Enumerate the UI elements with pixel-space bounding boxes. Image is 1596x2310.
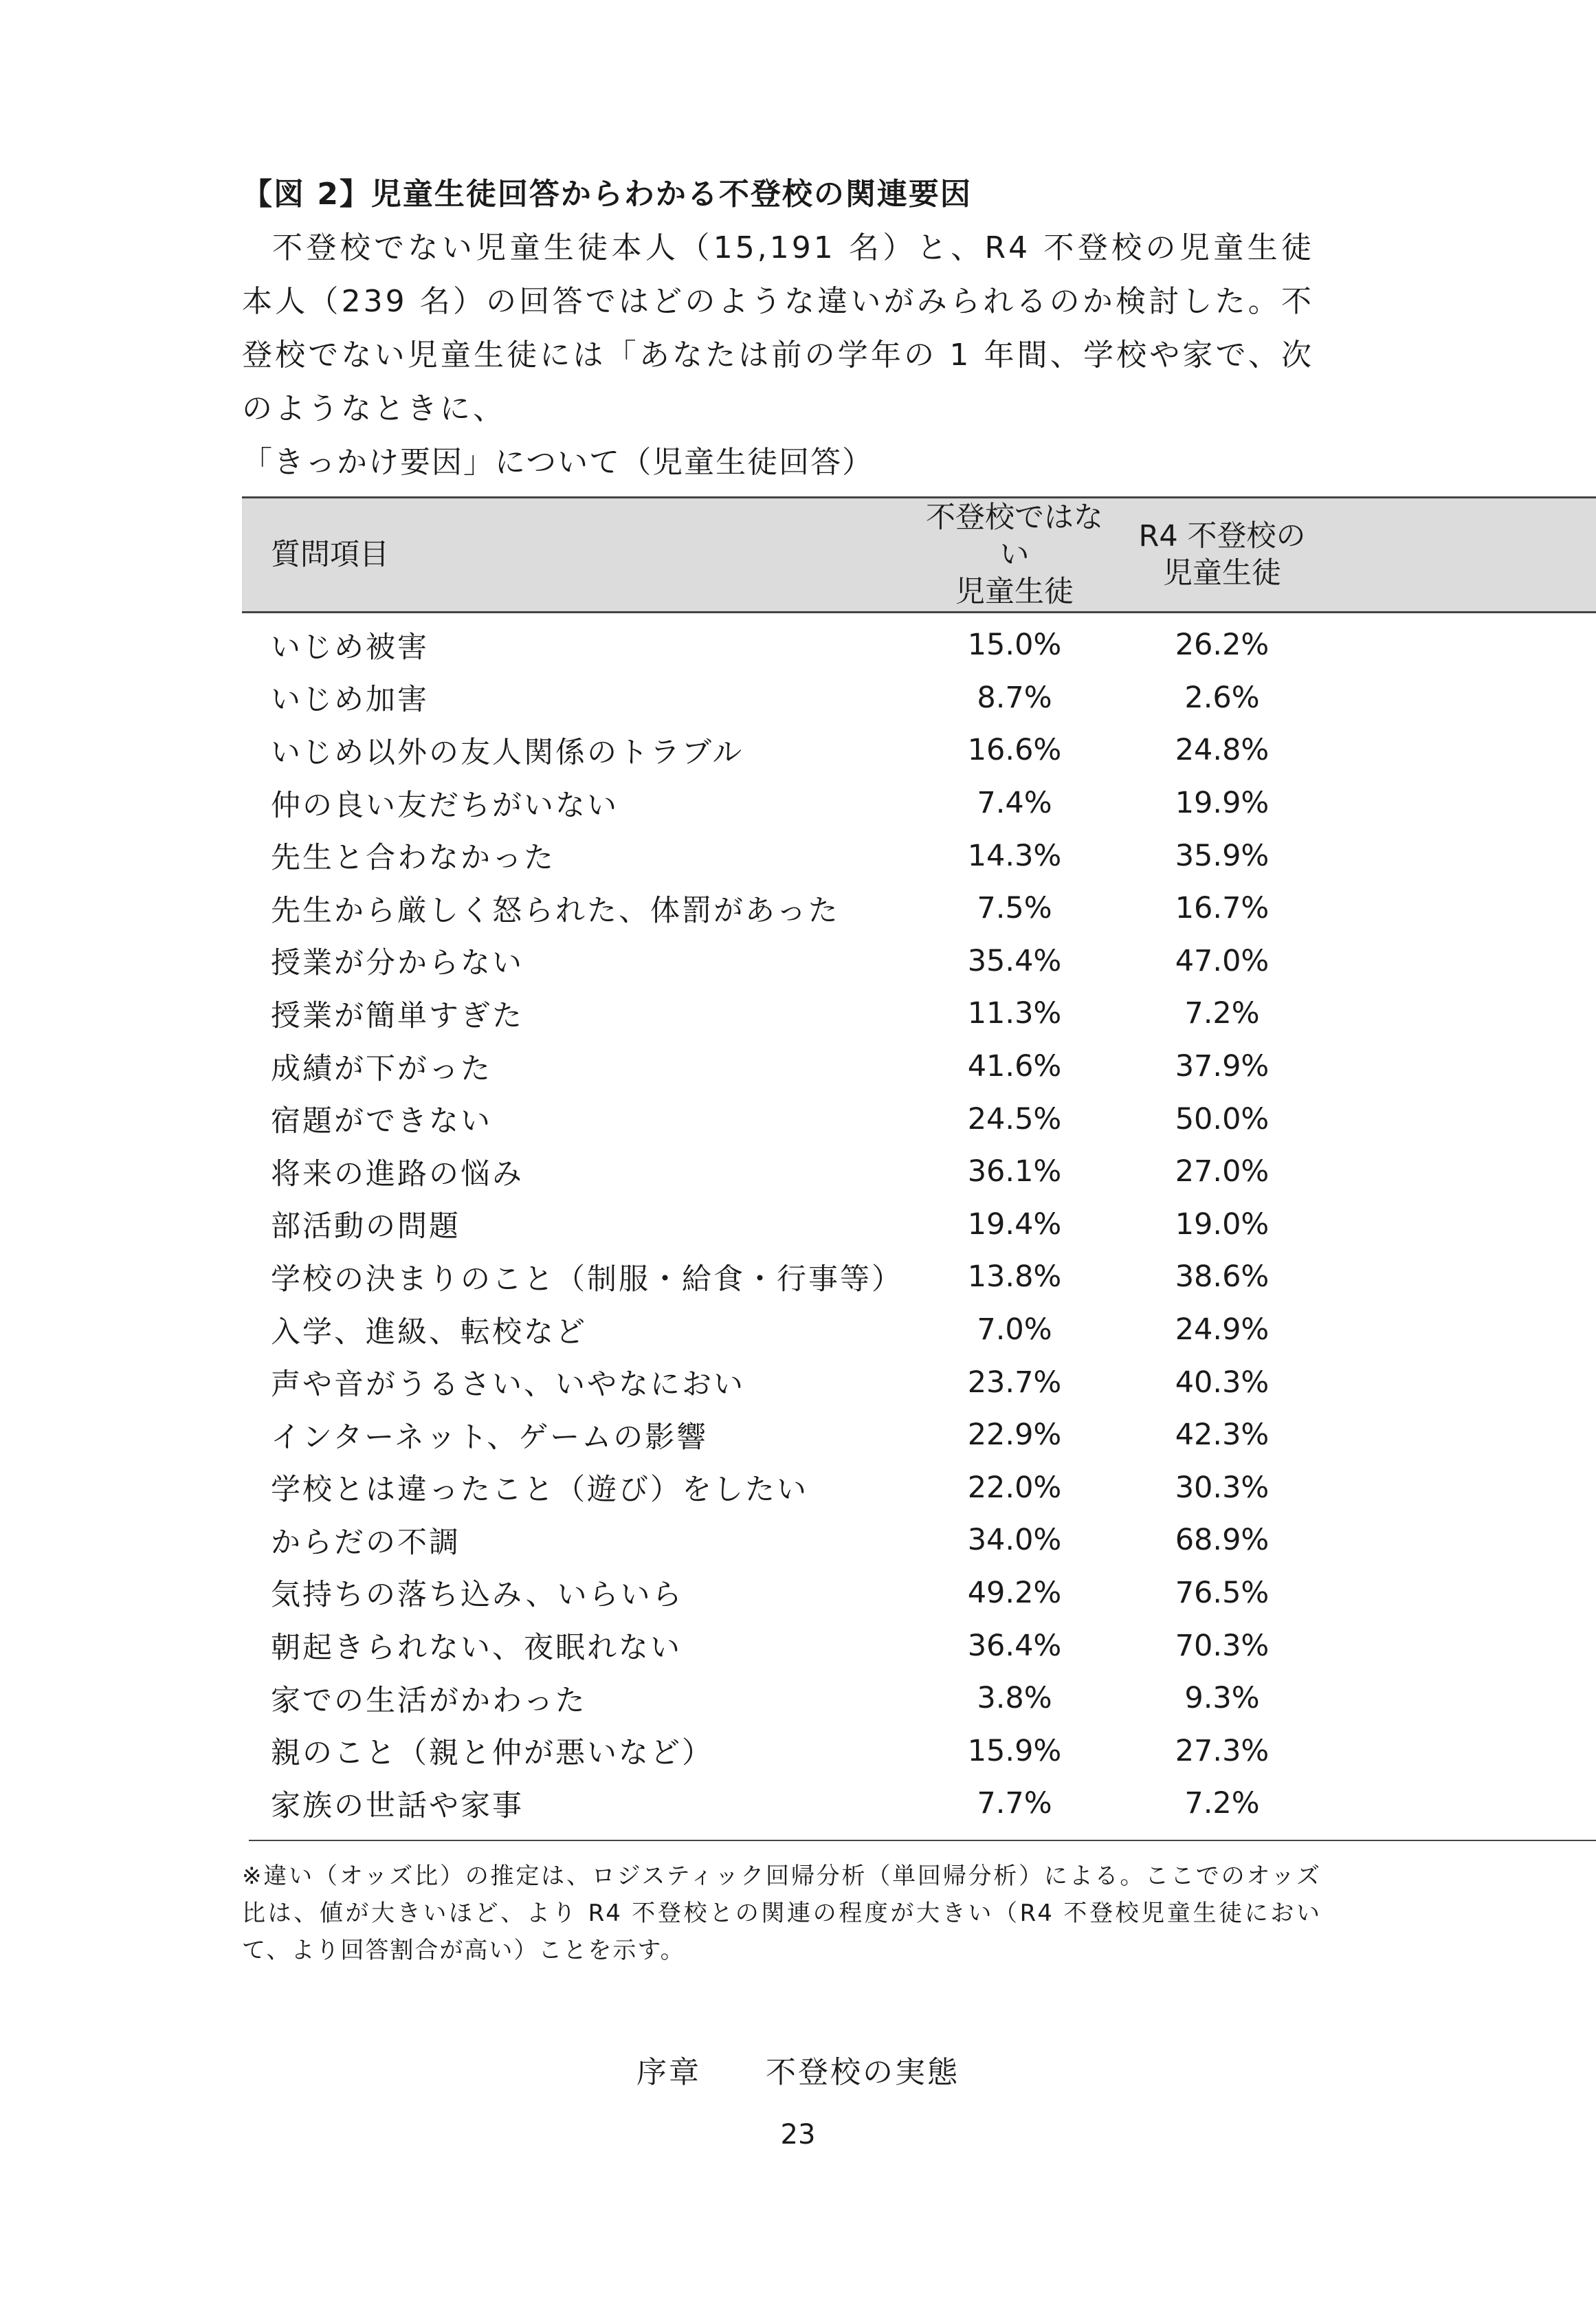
row-r4-truant-value: 19.9% (1175, 786, 1270, 821)
row-item: いじめ被害 (271, 630, 429, 665)
row-non-truant-value: 8.7% (977, 680, 1052, 715)
row-spacer (1326, 777, 1596, 830)
footnote: ※違い（オッズ比）の推定は、ロジスティック回帰分析（単回帰分析）による。ここでのオッズ比は、値が大きいほど、より R4 不登校との関連の程度が大きい（R4 不登校児童生徒において、より回答割合が高い）ことを示す。 (242, 1862, 1321, 1964)
table-row (242, 1462, 1596, 1515)
header-r4-truant-label: R4 不登校の 児童生徒 (1138, 519, 1306, 591)
row-item: インターネット、ゲームの影響 (271, 1420, 709, 1455)
row-spacer (1326, 935, 1596, 988)
table-row (242, 882, 1596, 935)
row-r4-truant-value: 7.2% (1184, 1786, 1260, 1821)
row-spacer (1326, 1356, 1596, 1409)
row-spacer (1326, 987, 1596, 1040)
table-row (242, 1514, 1596, 1567)
row-r4-truant-value: 19.0% (1175, 1207, 1270, 1242)
row-item: 部活動の問題 (271, 1209, 461, 1244)
table-row (242, 829, 1596, 882)
table-row (242, 935, 1596, 988)
table-row (242, 1724, 1596, 1777)
table-row (242, 1092, 1596, 1145)
row-non-truant-value: 22.0% (967, 1470, 1062, 1505)
row-item: 宿題ができない (271, 1104, 492, 1139)
row-r4-truant-value: 40.3% (1175, 1365, 1270, 1400)
table-row (242, 1198, 1596, 1251)
row-item: 授業が分からない (271, 946, 524, 981)
row-non-truant-value: 7.5% (977, 891, 1052, 926)
row-r4-truant-value: 27.3% (1175, 1733, 1270, 1768)
row-non-truant-value: 15.0% (967, 628, 1062, 663)
table-header-row (242, 498, 1596, 613)
row-spacer (1326, 1092, 1596, 1145)
row-r4-truant-value: 24.9% (1175, 1312, 1270, 1348)
row-spacer (1326, 1672, 1596, 1725)
table-row (242, 987, 1596, 1040)
row-non-truant-value: 7.4% (977, 786, 1052, 821)
table-row (242, 1040, 1596, 1093)
row-non-truant-value: 3.8% (977, 1681, 1052, 1716)
row-spacer (1326, 1304, 1596, 1356)
table-row (242, 613, 1596, 672)
row-item: からだの不調 (271, 1525, 461, 1560)
row-r4-truant-value: 42.3% (1175, 1418, 1270, 1453)
header-r4-truant (1118, 498, 1326, 613)
row-item: 先生から厳しく怒られた、体罰があった (271, 893, 840, 928)
row-spacer (1326, 882, 1596, 935)
table-caption: 「きっかけ要因」について（児童生徒回答） (242, 445, 874, 480)
row-r4-truant-value: 35.9% (1175, 838, 1270, 873)
row-non-truant-value: 13.8% (967, 1260, 1062, 1295)
row-non-truant-value: 49.2% (967, 1575, 1062, 1610)
row-item: 学校とは違ったこと（遊び）をしたい (271, 1473, 808, 1508)
row-non-truant-value: 35.4% (967, 943, 1062, 978)
row-r4-truant-value: 24.8% (1175, 733, 1270, 768)
factors-table (242, 496, 1596, 1830)
row-spacer (1326, 724, 1596, 777)
footnote-divider (249, 1840, 1596, 1841)
row-item: 入学、進級、転校など (271, 1314, 587, 1350)
row-spacer (1326, 1514, 1596, 1567)
row-item: 声や音がうるさい、いやなにおい (271, 1367, 745, 1402)
row-r4-truant-value: 47.0% (1175, 943, 1270, 978)
table-row (242, 1304, 1596, 1356)
row-non-truant-value: 14.3% (967, 838, 1062, 873)
row-non-truant-value: 11.3% (967, 996, 1062, 1031)
row-spacer (1326, 1409, 1596, 1462)
table-row (242, 672, 1596, 725)
figure-title: 【図 2】児童生徒回答からわかる不登校の関連要因 (242, 177, 972, 212)
row-non-truant-value: 24.5% (967, 1101, 1062, 1136)
row-non-truant-value: 7.7% (977, 1786, 1052, 1821)
row-item: 家族の世話や家事 (271, 1788, 524, 1823)
row-non-truant-value: 16.6% (967, 733, 1062, 768)
table-row (242, 1356, 1596, 1409)
row-spacer (1326, 1145, 1596, 1198)
page-number: 23 (780, 2119, 816, 2150)
row-r4-truant-value: 26.2% (1175, 628, 1270, 663)
row-non-truant-value: 36.1% (967, 1154, 1062, 1189)
table-row (242, 1251, 1596, 1304)
row-item: 親のこと（親と仲が悪いなど） (271, 1736, 713, 1771)
table-row (242, 1672, 1596, 1725)
row-item: 朝起きられない、夜眠れない (271, 1631, 682, 1666)
row-non-truant-value: 36.4% (967, 1628, 1062, 1663)
row-non-truant-value: 15.9% (967, 1733, 1062, 1768)
row-spacer (1326, 1567, 1596, 1620)
row-item: 授業が簡単すぎた (271, 998, 524, 1033)
row-item: いじめ加害 (271, 683, 429, 718)
row-spacer (1326, 829, 1596, 882)
table-row (242, 1567, 1596, 1620)
row-r4-truant-value: 50.0% (1175, 1101, 1270, 1136)
row-r4-truant-value: 37.9% (1175, 1049, 1270, 1084)
table-row (242, 1409, 1596, 1462)
row-spacer (1326, 1040, 1596, 1093)
row-spacer (1326, 1619, 1596, 1672)
table-row (242, 724, 1596, 777)
row-spacer (1326, 672, 1596, 725)
row-spacer (1326, 1251, 1596, 1304)
intro-paragraph: 不登校でない児童生徒本人（15,191 名）と、R4 不登校の児童生徒本人（239 名）の回答ではどのような違いがみられるのか検討した。不登校でない児童生徒には「あなたは前の学年の 1 年間、学校や家で、次のようなときに、 (242, 230, 1314, 426)
row-r4-truant-value: 70.3% (1175, 1628, 1270, 1663)
header-non-truant-label: 不登校ではない 児童生徒 (926, 500, 1103, 609)
row-item: 仲の良い友だちがいない (271, 788, 619, 823)
table-row (242, 777, 1596, 830)
row-item: 家での生活がかわった (271, 1683, 587, 1718)
row-spacer (1326, 1724, 1596, 1777)
row-non-truant-value: 23.7% (967, 1365, 1062, 1400)
chapter-label: 序章 不登校の実態 (636, 2055, 960, 2090)
table-body (242, 613, 1596, 1830)
row-non-truant-value: 34.0% (967, 1523, 1062, 1558)
row-r4-truant-value: 38.6% (1175, 1260, 1270, 1295)
row-spacer (1326, 1198, 1596, 1251)
row-r4-truant-value: 76.5% (1175, 1575, 1270, 1610)
row-r4-truant-value: 30.3% (1175, 1470, 1270, 1505)
row-non-truant-value: 19.4% (967, 1207, 1062, 1242)
row-item: 気持ちの落ち込み、いらいら (271, 1578, 684, 1613)
table-row (242, 1619, 1596, 1672)
row-spacer (1326, 1462, 1596, 1515)
row-spacer (1326, 1777, 1596, 1830)
row-r4-truant-value: 2.6% (1184, 680, 1260, 715)
row-r4-truant-value: 27.0% (1175, 1154, 1270, 1189)
row-item: いじめ以外の友人関係のトラブル (271, 735, 744, 770)
row-r4-truant-value: 16.7% (1175, 891, 1270, 926)
table-row (242, 1145, 1596, 1198)
row-item: 先生と合わなかった (271, 841, 555, 876)
row-non-truant-value: 41.6% (967, 1049, 1062, 1084)
row-r4-truant-value: 7.2% (1184, 996, 1260, 1031)
row-item: 学校の決まりのこと（制服・給食・行事等） (271, 1262, 903, 1297)
row-r4-truant-value: 9.3% (1184, 1681, 1260, 1716)
row-non-truant-value: 22.9% (967, 1418, 1062, 1453)
header-non-truant (911, 498, 1118, 613)
header-spacer (1326, 498, 1596, 613)
header-item: 質問項目 (242, 498, 911, 613)
row-spacer (1326, 613, 1596, 672)
row-r4-truant-value: 68.9% (1175, 1523, 1270, 1558)
row-item: 将来の進路の悩み (271, 1156, 524, 1191)
table-row (242, 1777, 1596, 1830)
row-item: 成績が下がった (271, 1051, 492, 1086)
row-non-truant-value: 7.0% (977, 1312, 1052, 1348)
